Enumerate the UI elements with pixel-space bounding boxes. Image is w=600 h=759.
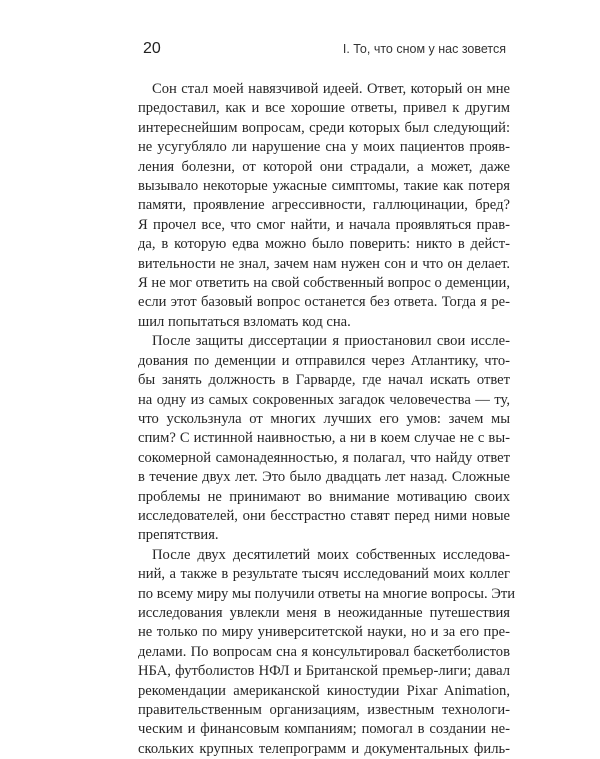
text-line: на одну из самых сокровенных загадок человечества — ту, [138, 391, 510, 408]
text-line: исследователей, они бесстрастно ставят перед ними новые [138, 507, 510, 524]
text-line: спим? С истинной наивностью, а ни в коем случае не с вы- [138, 430, 510, 447]
text-line: по всему миру мы получили ответы на многие вопросы. Эти [138, 585, 516, 602]
paragraph [138, 332, 510, 545]
text-line: если этот базовый вопрос останется без ответа. Тогда я ре- [138, 294, 510, 311]
paragraph [138, 546, 516, 759]
running-head: I. То, что сном у нас зовется [342, 42, 506, 56]
text-line: предоставил, как и все хорошие ответы, привел к другим [138, 100, 510, 117]
text-line: вызывало некоторые ужасные симптомы, такие как потеря [138, 178, 510, 195]
text-line: памяти, проявление агрессивности, галлюцинации, бред? [138, 197, 510, 214]
text-line: да, в которую едва можно было поверить: никто в дейст- [138, 236, 510, 253]
text-line: Я прочел все, что смог найти, и начала проявляться прав- [138, 216, 510, 233]
text-line: не усугубляло ли нарушение сна у моих пациентов прояв- [138, 139, 510, 156]
text-line: рекомендации американской киностудии Pixar Animation, [138, 682, 510, 699]
text-line: После защиты диссертации я приостановил свои иссле- [152, 333, 510, 350]
page-number: 20 [143, 40, 161, 57]
text-line: ческим и финансовым компаниям; помогал в создании не- [138, 721, 510, 738]
text-line: НБА, футболистов НФЛ и Британской премьер-лиги; давал [138, 663, 510, 680]
text-line: правительственным организациям, известным технологи- [138, 702, 510, 718]
body-text [138, 80, 516, 759]
text-line: в течение двух лет. Это было двадцать лет назад. Сложные [138, 469, 510, 486]
text-line: что ускользнула от многих лучших его умов: зачем мы [138, 410, 510, 427]
text-line: исследования увлекли меня в неожиданные путешествия [138, 604, 510, 621]
text-line: вительности не знал, зачем нам нужен сон и что он делает. [138, 255, 510, 272]
text-line: дования по деменции и отправился через Атлантику, что- [138, 352, 510, 369]
text-line: ления болезни, от которой они страдали, а может, даже [138, 158, 510, 175]
text-line: скольких крупных телепрограмм и документальных филь- [138, 740, 510, 757]
text-line: бы занять должность в Гарварде, где начал искать ответ [138, 372, 510, 389]
text-line: После двух десятилетий моих собственных исследова- [152, 546, 510, 563]
text-line: шил попытаться взломать код сна. [138, 313, 351, 330]
text-line: препятствия. [138, 527, 219, 544]
text-line: делами. По вопросам сна я консультировал баскетболистов [138, 643, 510, 660]
text-line: Я не мог ответить на свой собственный вопрос о деменции, [138, 275, 510, 292]
text-line: проблемы не принимают во внимание мотивацию своих [138, 488, 510, 505]
text-line: Сон стал моей навязчивой идеей. Ответ, который он мне [152, 81, 510, 97]
text-line: интереснейшим вопросам, среди которых был следующий: [138, 119, 510, 136]
text-line: ний, а также в результате тысяч исследований моих коллег [138, 566, 510, 583]
text-line: сокомерной самонадеянностью, я полагал, что найду ответ [138, 449, 510, 466]
paragraph [138, 80, 510, 332]
text-line: не только по миру университетской науки, но и за его пре- [138, 624, 510, 641]
